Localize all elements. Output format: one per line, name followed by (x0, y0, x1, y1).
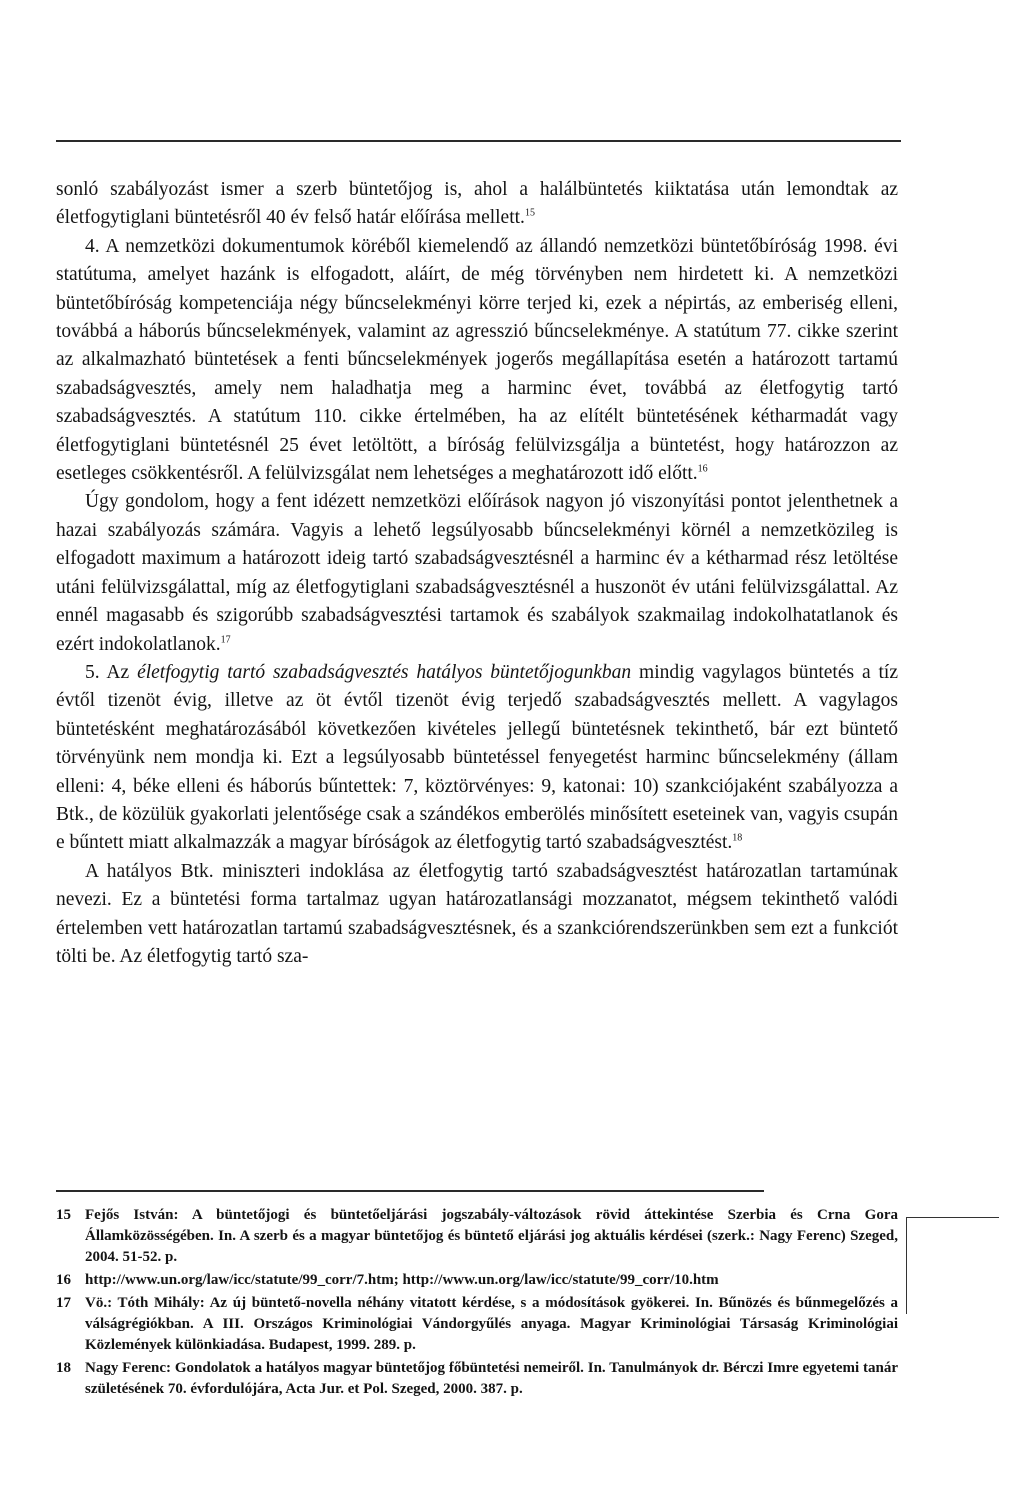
paragraph-3 (56, 488, 898, 658)
footnote-16 (56, 1270, 898, 1291)
footnote-number: 18 (56, 1360, 71, 1376)
footnote-separator (56, 1190, 764, 1192)
footnote-number: 16 (56, 1272, 71, 1288)
footnotes (56, 1205, 898, 1402)
footnote-number: 15 (56, 1207, 71, 1223)
footnote-text: Vö.: Tóth Mihály: Az új büntető-novella néhány vitatott kérdése, s a módosítások gyökerei. In. Bűnözés és bűnmegelőzés a válságrégiókban. A III. Országos Kriminológiai Vándorgyűlés anyaga. Magyar Kriminológiai Társaság Kriminológiai Közlemények különkiadása. Budapest, 1999. 289. p. (85, 1295, 898, 1353)
paragraph-5-text: A hatályos Btk. miniszteri indoklása az életfogytig tartó szabadságvesztést határozatlan tartamúnak nevezi. Ez a büntetési forma tartalmaz ugyan határozatlansági mozzanatot, mégsem tekinthető valódi értelemben vett határozatlan tartamú szabadságvesztésnek, és a szankciórendszerünkben sem ezt a funkciót tölti be. Az életfogytig tartó sza- (56, 860, 898, 967)
paragraph-2 (56, 233, 898, 489)
paragraph-4-emphasis: életfogytig tartó szabadságvesztés hatályos büntetőjogunkban (137, 661, 632, 683)
paragraph-4-lead: 5. Az (85, 661, 138, 683)
footnote-17 (56, 1293, 898, 1356)
footnote-text: Fejős István: A büntetőjogi és büntetőeljárási jogszabály-változások rövid áttekintése Szerbia és Crna Gora Államközösségében. In. A szerb és a magyar büntetőjog és büntető eljárási jog aktuális kérdései (szerk.: Nagy Ferenc) Szeged, 2004. 51-52. p. (85, 1207, 898, 1265)
footnote-number: 17 (56, 1295, 71, 1311)
paragraph-1-text: sonló szabályozást ismer a szerb büntetőjog is, ahol a halálbüntetés kiiktatása után lemondtak az életfogytiglani büntetésről 40 év felső határ előírása mellett. (56, 179, 898, 229)
margin-frame (906, 1217, 999, 1314)
footnote-ref-17: 17 (220, 634, 231, 645)
header-rule (56, 140, 901, 142)
paragraph-3-text: Úgy gondolom, hogy a fent idézett nemzetközi előírások nagyon jó viszonyítási pontot jelenthetnek a hazai szabályozás számára. Vagyis a lehető legsúlyosabb bűncselekményi körnél a nemzetközileg is elfogadott maximum a határozott ideig tartó szabadságvesztésnél a harminc év a kétharmad rész letöltése utáni felülvizsgálattal, míg az életfogytiglani szabadságvesztésnél a huszonöt év utáni felülvizsgálattal. Az ennél magasabb és szigorúbb szabadságvesztési tartamok és szabályok szakmailag indokolhatatlanok és ezért indokolatlanok. (56, 491, 898, 655)
footnote-text: Nagy Ferenc: Gondolatok a hatályos magyar büntetőjog főbüntetési nemeiről. In. Tanulmányok dr. Bérczi Imre egyetemi tanár születésének 70. évfordulójára, Acta Jur. et Pol. Szeged, 2000. 387. p. (85, 1360, 898, 1397)
paragraph-2-text: 4. A nemzetközi dokumentumok köréből kiemelendő az állandó nemzetközi büntetőbíróság 1998. évi statútuma, amelyet hazánk is elfogadott, aláírt, de még törvényben nem hirdetett ki. A nemzetközi büntetőbíróság kompetenciája négy bűncselekményi körre terjed ki, ezek a népirtás, az emberiség elleni, továbbá a háborús bűncselekmények, valamint az agresszió bűncselekménye. A statútum 77. cikke szerint az alkalmazható büntetések a fenti bűncselekmények jogerős megállapítása esetén a határozott tartamú szabadságvesztés, amely nem haladhatja meg a harminc évet, továbbá az életfogytig tartó szabadságvesztés. A statútum 110. cikke értelmében, ha az elítélt büntetésének kétharmadát vagy életfogytiglani büntetésnél 25 évet letöltött, a bíróság felülvizsgálja a büntetést, hogy határozzon az esetleges csökkentésről. A felülvizsgálat nem lehetséges a meghatározott idő előtt. (56, 235, 898, 485)
footnote-18 (56, 1358, 898, 1400)
paragraph-4 (56, 659, 898, 858)
body-text (56, 176, 898, 971)
footnote-15 (56, 1205, 898, 1268)
paragraph-5 (56, 858, 898, 972)
footnote-ref-18: 18 (732, 832, 743, 844)
paragraph-1 (56, 176, 898, 233)
footnote-link-text[interactable]: http://www.un.org/law/icc/statute/99_corr/7.htm; http://www.un.org/law/icc/statute/99_corr/10.htm (85, 1272, 719, 1288)
footnote-ref-16: 16 (697, 463, 708, 475)
footnote-ref-15: 15 (524, 207, 535, 219)
paragraph-4-rest: mindig vagylagos büntetés a tíz évtől tizenöt évig, illetve az öt évtől tizenöt évig terjedő szabadságvesztés mellett. A vagylagos büntetésként meghatározásából következően kivételes jellegű büntetésnek tekinthető, bár ezt büntető törvényünk nem mondja ki. Ezt a legsúlyosabb büntetéssel fenyegetést harminc bűncselekmény (állam elleni: 4, béke elleni és háborús bűntettek: 7, köztörvényes: 9, katonai: 10) szankciójaként szabályozza a Btk., de közülük gyakorlati jelentősége csak a szándékos emberölés minősített eseteinek van, vagyis csupán e bűntett miatt alkalmazzák a magyar bíróságok az életfogytig tartó szabadságvesztést. (56, 661, 899, 854)
